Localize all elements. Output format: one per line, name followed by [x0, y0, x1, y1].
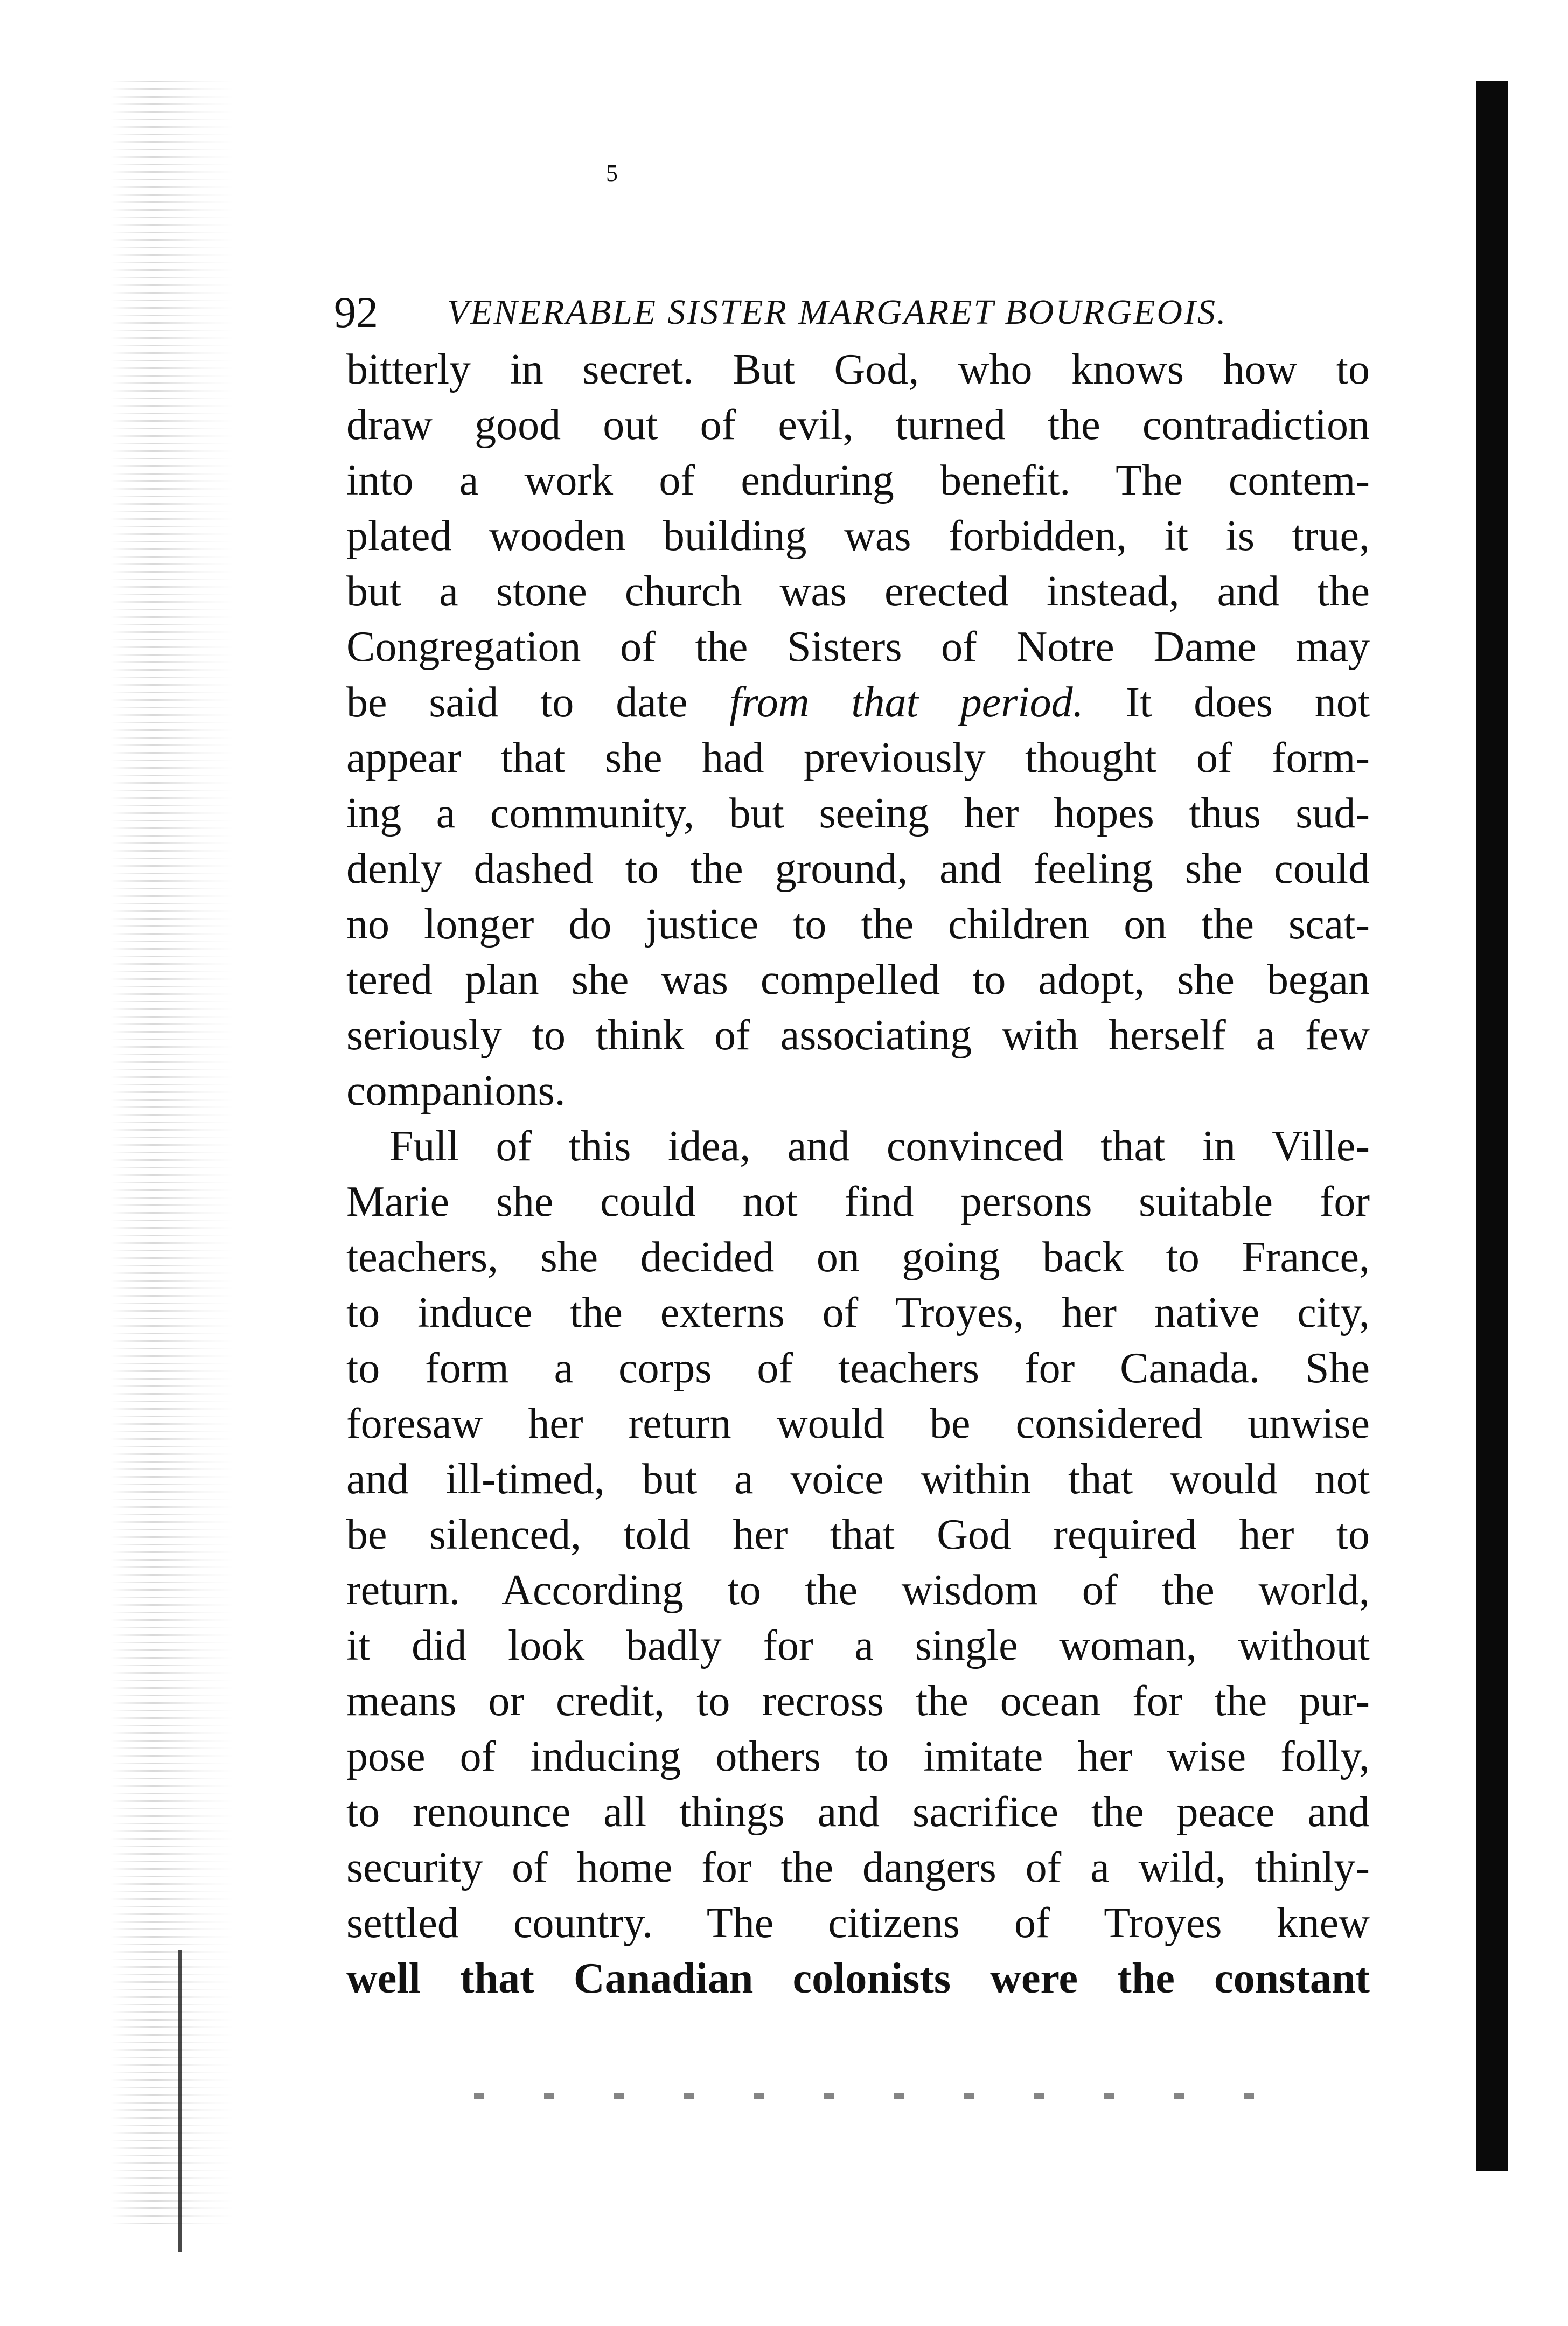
text-line: it did look badly for a single woman, without — [346, 1622, 1370, 1669]
text-line: companions. — [346, 1067, 566, 1115]
text-line: be silenced, told her that God required her to — [346, 1511, 1370, 1558]
text-line: appear that she had previously thought of form- — [346, 734, 1370, 782]
body-text — [346, 342, 1370, 2007]
text-line: settled country. The citizens of Troyes knew — [346, 1899, 1370, 1947]
text-line: security of home for the dangers of a wild, thinly- — [346, 1844, 1370, 1891]
scan-left-gutter-artifact — [110, 81, 234, 2225]
text-line: into a work of enduring benefit. The contem- — [346, 457, 1370, 504]
text-line: denly dashed to the ground, and feeling she could — [346, 845, 1370, 893]
text-line: well that Canadian colonists were the constant — [346, 1955, 1370, 2002]
page-number: 92 — [334, 288, 378, 337]
text-line: Congregation of the Sisters of Notre Dame may — [346, 623, 1370, 671]
scan-bottom-specks — [474, 2093, 1293, 2099]
text-line: no longer do justice to the children on the scat- — [346, 901, 1370, 948]
text-line: bitterly in secret. But God, who knows how to — [346, 346, 1370, 393]
text-line: foresaw her return would be considered unwise — [346, 1400, 1370, 1447]
text-line: pose of inducing others to imitate her wise folly, — [346, 1733, 1370, 1780]
paragraph-first-line: Full of this idea, and convinced that in Ville- — [389, 1123, 1370, 1170]
text-line: to induce the externs of Troyes, her native city, — [346, 1289, 1370, 1336]
text-segment: be said to date — [346, 679, 730, 726]
text-line: but a stone church was erected instead, and the — [346, 568, 1370, 615]
text-line — [346, 675, 1370, 730]
text-line: plated wooden building was forbidden, it is true, — [346, 512, 1370, 560]
running-title: VENERABLE SISTER MARGARET BOURGEOIS. — [447, 293, 1228, 332]
text-line: draw good out of evil, turned the contradiction — [346, 401, 1370, 449]
text-line: tered plan she was compelled to adopt, she began — [346, 956, 1370, 1004]
text-line: means or credit, to recross the ocean for the pur- — [346, 1677, 1370, 1725]
text-line: to renounce all things and sacrifice the peace and — [346, 1788, 1370, 1836]
top-mark: 5 — [606, 160, 618, 186]
page-header — [334, 283, 1384, 342]
text-line: and ill-timed, but a voice within that would not — [346, 1456, 1370, 1503]
text-line: teachers, she decided on going back to France, — [346, 1234, 1370, 1281]
italic-phrase: from that period. — [729, 679, 1084, 726]
text-line: to form a corps of teachers for Canada. She — [346, 1345, 1370, 1392]
text-line: seriously to think of associating with herself a few — [346, 1012, 1370, 1059]
text-line: return. According to the wisdom of the world, — [346, 1566, 1370, 1614]
text-line: ing a community, but seeing her hopes thus sud- — [346, 790, 1370, 837]
text-line: Marie she could not find persons suitable for — [346, 1178, 1370, 1225]
scan-right-edge-bar — [1476, 81, 1508, 2171]
scan-edge-line — [178, 1950, 182, 2252]
text-segment: It does not — [1083, 679, 1370, 726]
